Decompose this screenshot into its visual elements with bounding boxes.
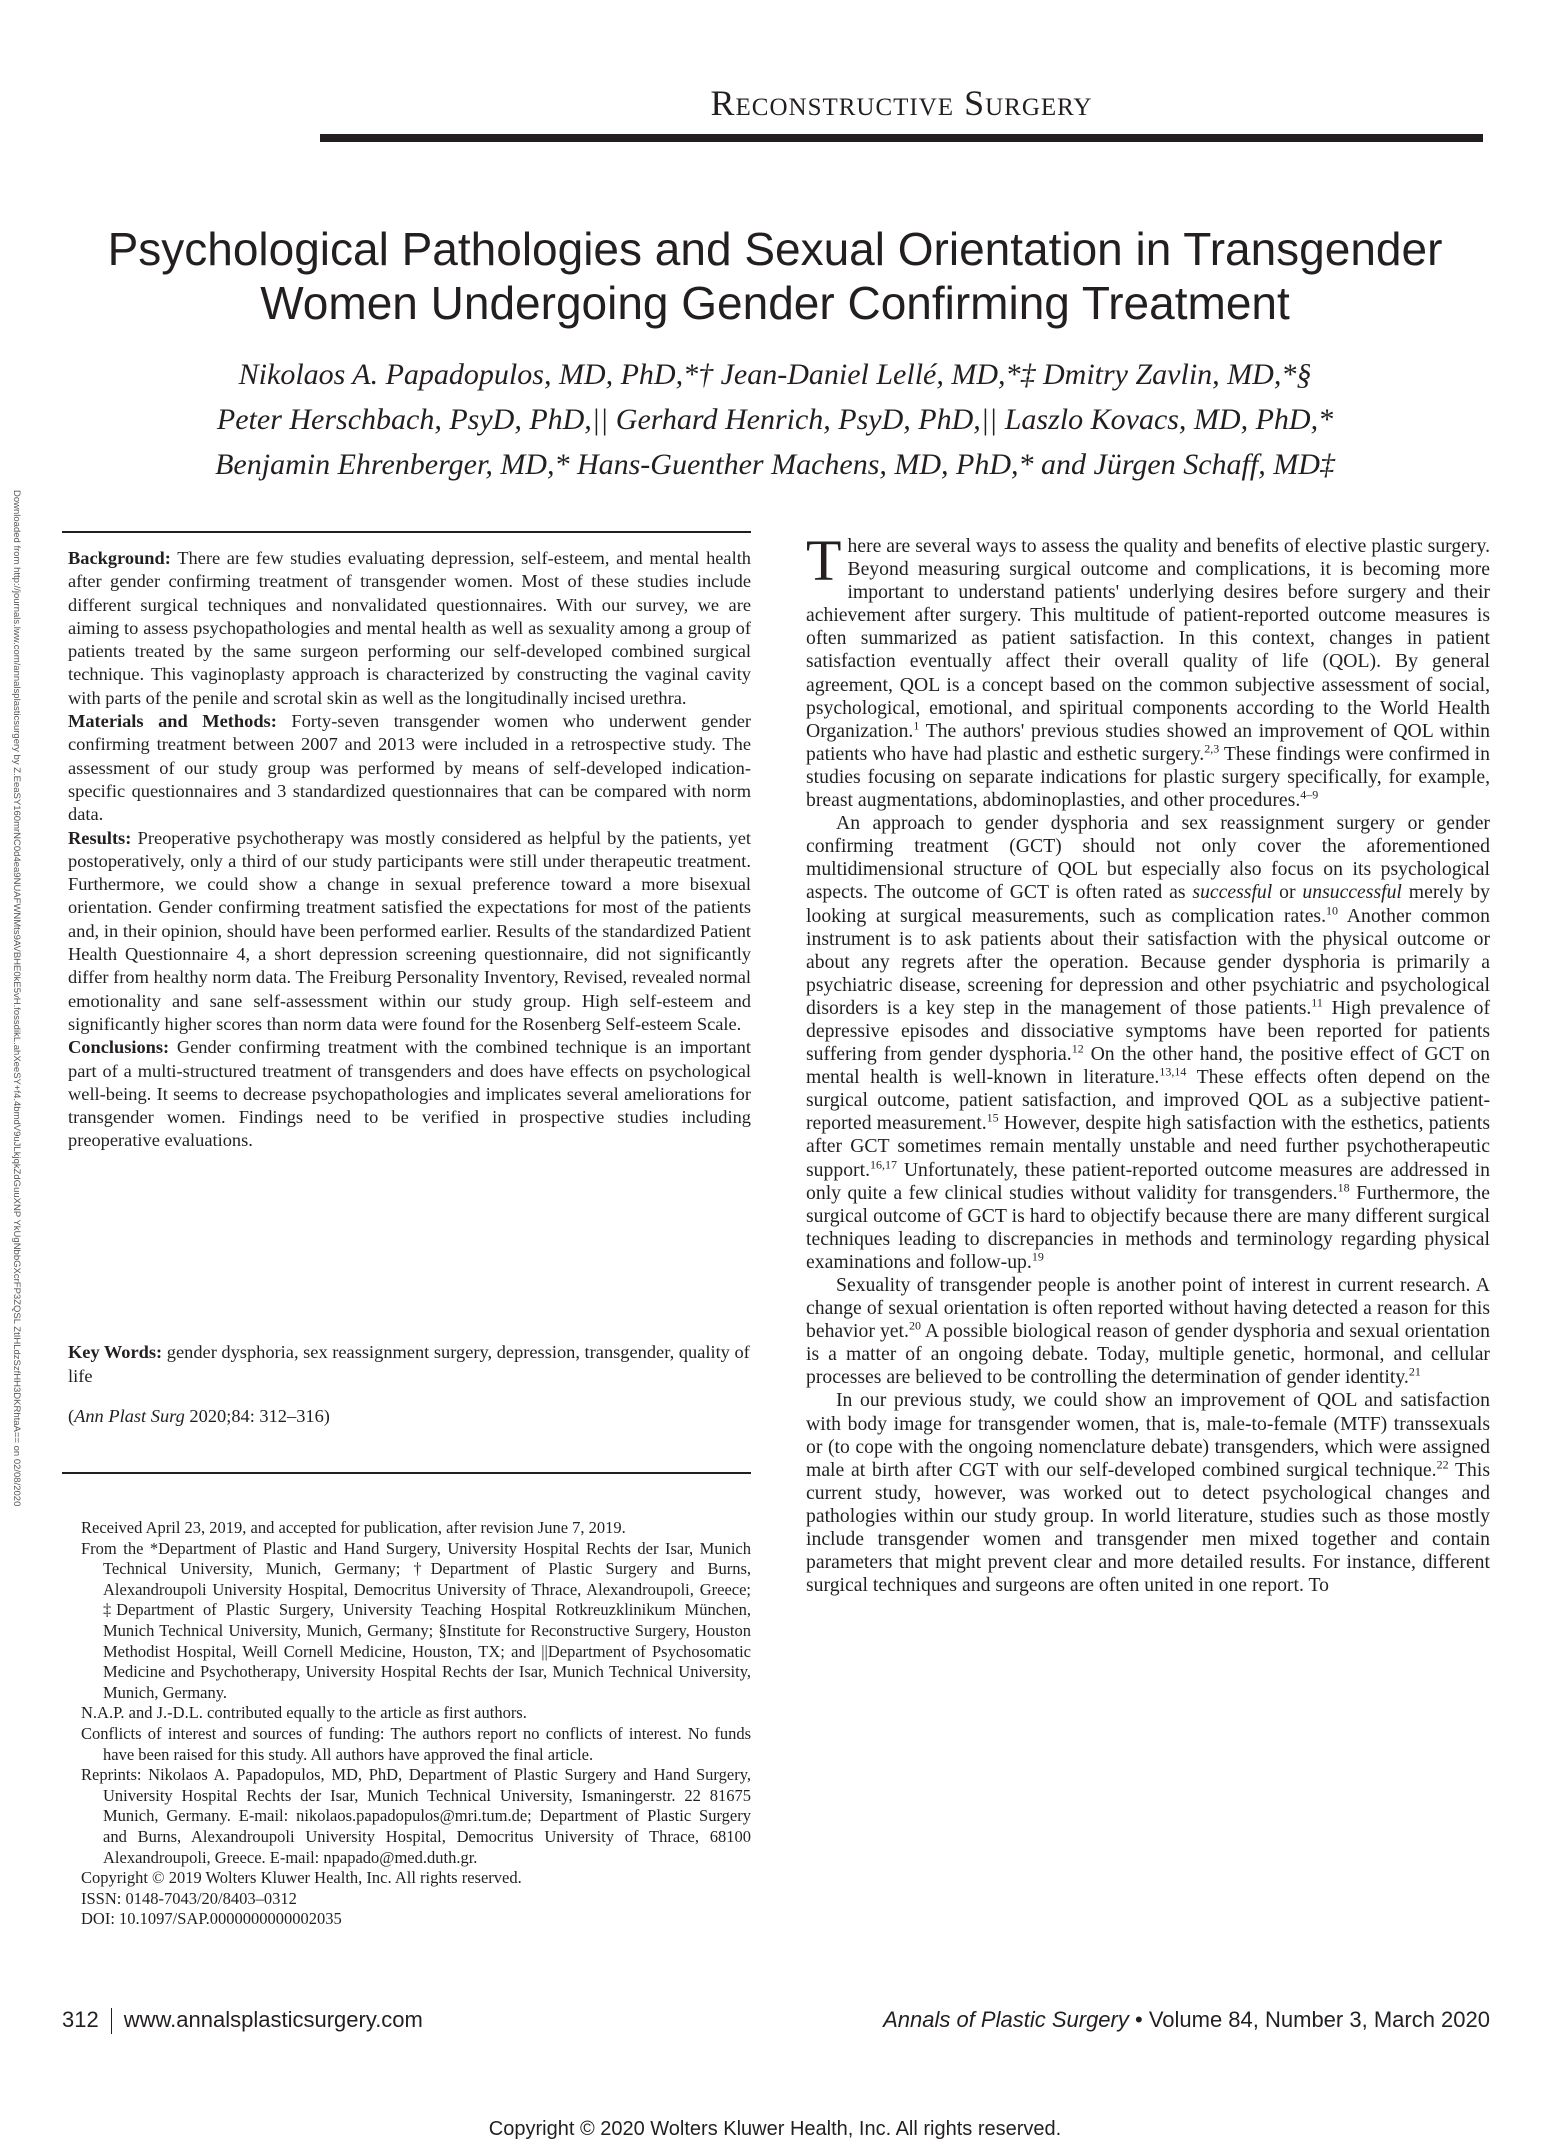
journal-website: www.annalsplasticsurgery.com xyxy=(123,2007,423,2032)
abstract-results-label: Results: xyxy=(68,827,132,848)
citation xyxy=(68,1406,330,1427)
text-run: An approach to gender dysphoria and sex reassignment surgery or gender confirming treatment (GCT) should not only cover the aforementioned multidimensional structure of QOL but especially also focus on its psychological aspects. The outcome of GCT is often rated as xyxy=(806,812,1490,904)
reference: 22 xyxy=(1436,1457,1449,1472)
text-run: here are several ways to assess the quality and benefits of elective plastic surgery. Beyond measuring surgical outcome and complications, it is becoming more important to understand patients' underlying desires before surgery and their achievement after surgery. This multitude of patient-reported outcome measures is often summarized as patient satisfaction. In this context, changes in patient satisfaction eventually affect their overall quality of life (QOL). By general agreement, QOL is a concept based on the common subjective assessment of social, psychological, emotional, and spiritual components according to the World Health Organization. xyxy=(806,535,1490,742)
abstract-background-text: There are few studies evaluating depression, self-esteem, and mental health after gender confirming treatment of transgender women. Most of these studies include different surgical techniques and nonvalidated questionnaires. With our survey, we are aiming to assess psychopathologies and mental health as well as sexuality among a group of patients treated by the same surgeon performing our self-developed combined surgical technique. This vaginoplasty approach is characterized by constructing the vaginal cavity with parts of the penile and scrotal skin as well as the longitudinally incised urethra. xyxy=(68,548,752,708)
keywords-text: gender dysphoria, sex reassignment surgery, depression, transgender, quality of life xyxy=(68,1342,750,1386)
italic-term: successful xyxy=(1192,881,1273,904)
footnote-issn: ISSN: 0148-7043/20/8403–0312 xyxy=(81,1888,297,1908)
footnotes xyxy=(81,1518,751,1930)
text-run: Sexuality of transgender people is another point of interest in current research. A change of sexual orientation is often reported without having detected a reason for this behavior yet. xyxy=(806,1274,1490,1343)
reference: 16,17 xyxy=(869,1156,897,1171)
text-run: Furthermore, the surgical outcome of GCT is hard to objectify because there are many different surgical techniques leading to discrepancies in methods and terminology regarding physical examinations and follow-up. xyxy=(806,1181,1490,1273)
footnote-reprints: Reprints: Nikolaos A. Papadopulos, MD, PhD, Department of Plastic Surgery and Hand Surgery, University Hospital Rechts der Isar, Munich Technical University, Ismaningerstr. 22 81675 Munich, Germany. E-mail: nikolaos.papadopulos@mri.tum.de; Department of Plastic Surgery and Burns, Alexandroupoli University Hospital, Democritus University of Thrace, 68100 Alexandroupoli, Greece. E-mail: npapado@med.duth.gr. xyxy=(81,1765,751,1867)
bottom-copyright: Copyright © 2020 Wolters Kluwer Health, Inc. All rights reserved. xyxy=(488,2118,1062,2140)
text-run: These effects often depend on the surgical outcome, patient satisfaction, and improved QOL as a subjective patient-reported measurement. xyxy=(806,1066,1491,1135)
body-text xyxy=(806,528,1491,1597)
keywords xyxy=(68,1340,751,1388)
body-paragraph xyxy=(806,1389,1490,1597)
abstract-results-text: Preoperative psychotherapy was mostly considered as helpful by the patients, yet postoperatively, only a third of our study participants were still under therapeutic treatment. Furthermore, we could show a change in sexual preference toward a more bisexual orientation. Gender confirming treatment satisfied the expectations for most of the patients and, in their opinion, should have been performed earlier. Results of the standardized Patient Health Questionnaire 4, a short depression screening questionnaire, did not significantly differ from healthy norm data. The Freiburg Personality Inventory, Revised, revealed normal emotionality and sane self-assessment within our study group. High self-esteem and significantly higher scores than norm data were found for the Rosenberg Self-esteem Scale. xyxy=(68,827,751,1034)
footnote-copyright: Copyright © 2019 Wolters Kluwer Health, Inc. All rights reserved. xyxy=(81,1868,522,1888)
reference: 12 xyxy=(1071,1041,1084,1056)
reference: 15 xyxy=(986,1110,999,1125)
journal-name: Annals of Plastic Surgery xyxy=(883,2007,1129,2032)
download-watermark-text: Downloaded from http://journals.lww.com/annalsplasticsurgery by Z.EeaSY160mrNC0d4ea9NUAFWNMts9AVBHE0kE5vH.fossdikL.ahXeeSY+f4.4bmdV9uJLkjqkZdGuuXNP YkUgNbbGXcrFP3ZQSL ZtIHLdzSzfHH3DKRhtaA== on 02/08/2020 xyxy=(11,490,22,1507)
abstract-conclusions-label: Conclusions: xyxy=(68,1037,170,1058)
footnote-conflicts: Conflicts of interest and sources of funding: The authors report no conflicts of interest. No funds have been raised for this study. All authors have approved the final article. xyxy=(81,1723,751,1764)
abstract-top-rule xyxy=(62,531,751,533)
abstract-background-label: Background: xyxy=(68,548,171,568)
reference: 11 xyxy=(1311,995,1323,1010)
text-run: The authors' previous studies showed an improvement of QOL within patients who have had plastic and esthetic surgery. xyxy=(806,719,1490,765)
footnote-received: Received April 23, 2019, and accepted for publication, after revision June 7, 2019. xyxy=(81,1518,626,1537)
abstract-conclusions xyxy=(68,1036,751,1152)
reference: 21 xyxy=(1408,1364,1421,1379)
authors-line-3: Benjamin Ehrenberger, MD,* Hans-Guenther Machens, MD, PhD,* and Jürgen Schaff, MD‡ xyxy=(215,448,1335,481)
citation-journal: Ann Plast Surg xyxy=(74,1406,185,1426)
text-run: A possible biological reason of gender dysphoria and sexual orientation is a matter of an ongoing debate. Today, multiple genetic, hormonal, and cellular processes are believed to be controlling the determination of gender identity. xyxy=(806,1320,1490,1389)
page-number: 312 xyxy=(62,2007,99,2032)
text-run: merely by looking at surgical measurements, such as complication rates. xyxy=(806,881,1490,927)
text-run: In our previous study, we could show an improvement of QOL and satisfaction with body image for transgender women, that is, male-to-female (MTF) transsexuals or (to cope with the ongoing nomenclature debate) transgenders, which were assigned male at birth after CGT with our self-developed combined surgical technique. xyxy=(806,1389,1490,1481)
title-line-2: Women Undergoing Gender Confirming Treatment xyxy=(260,277,1290,329)
authors-line-2: Peter Herschbach, PsyD, PhD,|| Gerhard Henrich, PsyD, PhD,|| Laszlo Kovacs, MD, PhD,* xyxy=(216,403,1334,436)
authors-line-1: Nikolaos A. Papadopulos, MD, PhD,*† Jean-Daniel Lellé, MD,*‡ Dmitry Zavlin, MD,*§ xyxy=(238,358,1312,391)
citation-rest: 2020;84: 312–316) xyxy=(189,1406,330,1426)
footer-right xyxy=(883,2007,1490,2033)
abstract xyxy=(68,547,751,1153)
reference: 13,14 xyxy=(1159,1064,1187,1079)
text-run: Another common instrument is to ask patients about their satisfaction with the physical outcome or about any regrets after the operation. Because gender dysphoria is primarily a psychiatric disease, screening for depression and other psychiatric and psychological disorders is a key step in the management of those patients. xyxy=(806,904,1490,1019)
text-run: High prevalence of depressive episodes and dissociative symptoms have been reported for patients suffering from gender dysphoria. xyxy=(806,996,1490,1066)
reference: 4–9 xyxy=(1300,787,1319,802)
reference: 1 xyxy=(913,718,920,733)
text-run: or xyxy=(1272,881,1303,904)
footer-bullet: • xyxy=(1134,2007,1143,2032)
abstract-methods-text: Forty-seven transgender women who underwent gender confirming treatment between 2007 and 2013 were included in a retrospective study. The assessment of our study group was performed by means of self-developed indication-specific questionnaires and 3 standardized questionnaires that can be compared with norm data. xyxy=(68,711,751,825)
abstract-background xyxy=(68,547,751,710)
abstract-results xyxy=(68,827,751,1037)
title-line-1: Psychological Pathologies and Sexual Orientation in Transgender xyxy=(107,223,1443,275)
body-paragraph xyxy=(806,528,1490,812)
abstract-methods-label: Materials and Methods: xyxy=(68,711,277,732)
header-rule xyxy=(320,134,1483,142)
abstract-methods xyxy=(68,710,751,826)
drop-cap: T xyxy=(806,528,842,593)
footnote-doi: DOI: 10.1097/SAP.0000000000002035 xyxy=(81,1909,342,1929)
article-title xyxy=(60,222,1490,330)
download-watermark xyxy=(0,490,30,1507)
reference: 19 xyxy=(1031,1249,1044,1264)
text-run: However, despite high satisfaction with the esthetics, patients after GCT sometimes remain mentally unstable and need further psychotherapeutic support. xyxy=(806,1112,1490,1181)
reference: 18 xyxy=(1337,1180,1350,1195)
text-run: Unfortunately, these patient-reported outcome measures are addressed in only quite a few clinical studies without validity for transgenders. xyxy=(806,1158,1490,1204)
footer-separator xyxy=(111,2008,112,2034)
text-run: On the other hand, the positive effect of GCT on mental health is well-known in literature. xyxy=(806,1043,1490,1089)
abstract-conclusions-text: Gender confirming treatment with the combined technique is an important part of a multi-structured treatment of transgenders and does have effects on psychological well-being. It seems to decrease psychopathologies and implicates several ameliorations for transgender women. Findings need to be verified in prospective studies including preoperative evaluations. xyxy=(68,1037,751,1151)
reference: 20 xyxy=(908,1318,921,1333)
reference: 10 xyxy=(1326,902,1339,917)
italic-term: unsuccessful xyxy=(1302,881,1402,904)
section-header: Reconstructive Surgery xyxy=(710,83,1093,123)
footnote-affiliations: From the *Department of Plastic and Hand Surgery, University Hospital Rechts der Isar, Munich Technical University, Munich, Germany; †Department of Plastic Surgery and Burns, Alexandroupoli University Hospital, Democritus University of Thrace, Alexandroupoli, Greece; ‡Department of Plastic Surgery, University Teaching Hospital Rotkreuzklinikum München, Munich Technical University, Munich, Germany; §Institute for Reconstructive Surgery, Houston Methodist Hospital, Weill Cornell Medicine, Houston, TX; and ||Department of Psychosomatic Medicine and Psychotherapy, University Hospital Rechts der Isar, Munich Technical University, Munich, Germany. xyxy=(81,1538,751,1702)
abstract-bottom-rule xyxy=(62,1472,751,1474)
body-paragraph xyxy=(806,1274,1490,1389)
author-list xyxy=(60,352,1490,487)
text-run: These findings were confirmed in studies focusing on separate indications for plastic surgery specifically, for example, breast augmentations, abdominoplasties, and other procedures. xyxy=(806,742,1490,812)
text-run: This current study, however, was worked out to detect psychological changes and pathologies within our study group. In world literature, studies such as those mostly include transgender women and transgender men mixed together and contain parameters that might prevent clear and more detailed results. For instance, different surgical techniques and surgeons are often united in one report. To xyxy=(806,1458,1490,1597)
footer-left xyxy=(62,2007,423,2034)
body-paragraph xyxy=(806,812,1490,1274)
footnote-contrib: N.A.P. and J.-D.L. contributed equally to the article as first authors. xyxy=(81,1703,527,1723)
reference: 2,3 xyxy=(1204,741,1220,756)
issue-info: Volume 84, Number 3, March 2020 xyxy=(1148,2007,1490,2032)
citation-open: ( xyxy=(68,1406,75,1426)
keywords-label: Key Words: xyxy=(68,1342,163,1362)
